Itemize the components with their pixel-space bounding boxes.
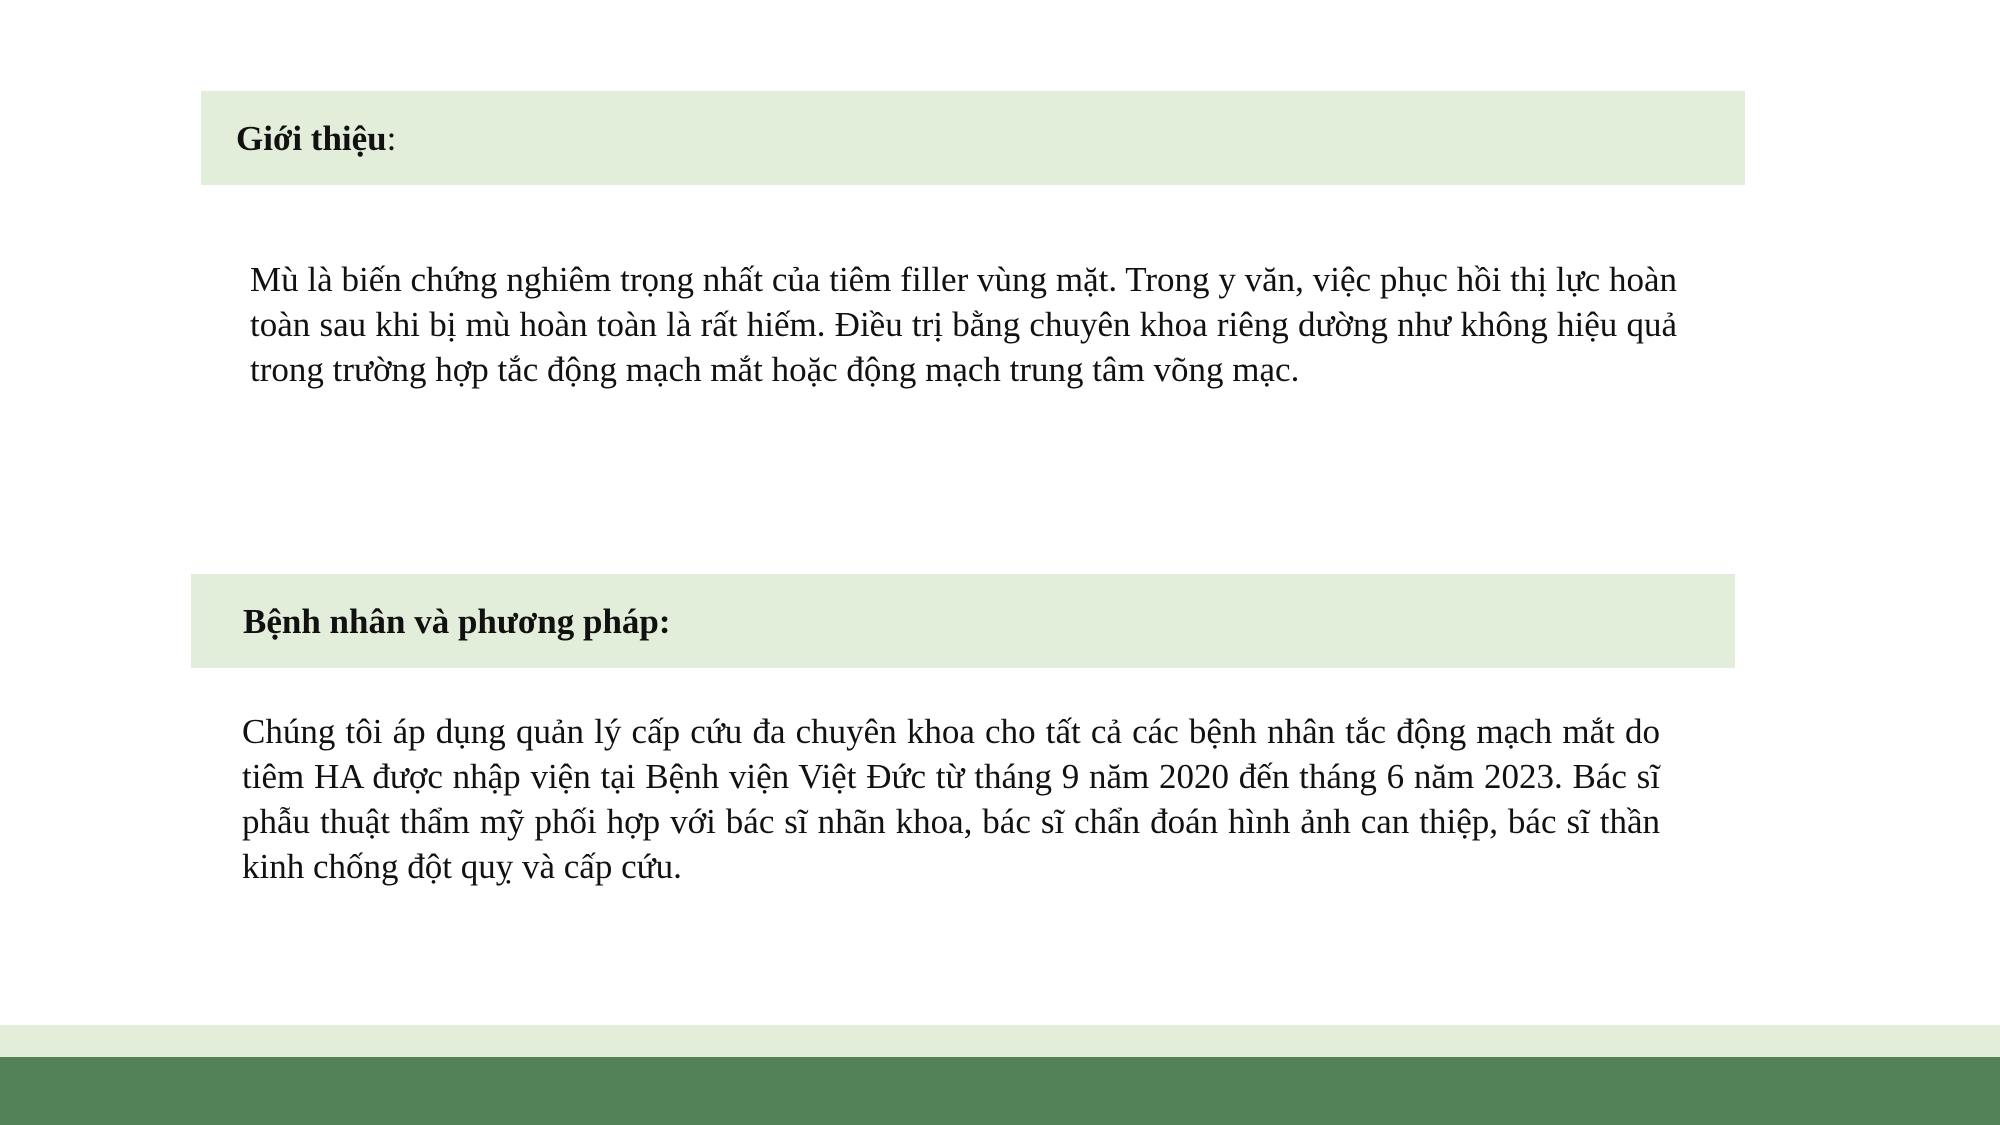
methods-heading-title: Bệnh nhân và phương pháp: bbox=[243, 601, 671, 641]
intro-section-header bbox=[201, 91, 1745, 185]
footer-light-band bbox=[0, 1025, 2000, 1057]
methods-heading bbox=[243, 601, 671, 641]
methods-section-header bbox=[191, 574, 1735, 668]
footer-dark-band bbox=[0, 1057, 2000, 1125]
intro-heading bbox=[236, 118, 397, 158]
methods-paragraph: Chúng tôi áp dụng quản lý cấp cứu đa chuyên khoa cho tất cả các bệnh nhân tắc động mạch mắt do tiêm HA được nhập viện tại Bệnh viện Việt Đức từ tháng 9 năm 2020 đến tháng 6 năm 2023. Bác sĩ phẫu thuật thẩm mỹ phối hợp với bác sĩ nhãn khoa, bác sĩ chẩn đoán hình ảnh can thiệp, bác sĩ thần kinh chống đột quỵ và cấp cứu. bbox=[242, 712, 1660, 886]
intro-heading-title: Giới thiệu bbox=[236, 118, 387, 158]
intro-heading-colon: : bbox=[386, 118, 397, 158]
intro-paragraph: Mù là biến chứng nghiêm trọng nhất của tiêm filler vùng mặt. Trong y văn, việc phục hồi thị lực hoàn toàn sau khi bị mù hoàn toàn là rất hiếm. Điều trị bằng chuyên khoa riêng dường như không hiệu quả trong trường hợp tắc động mạch mắt hoặc động mạch trung tâm võng mạc. bbox=[250, 260, 1677, 389]
